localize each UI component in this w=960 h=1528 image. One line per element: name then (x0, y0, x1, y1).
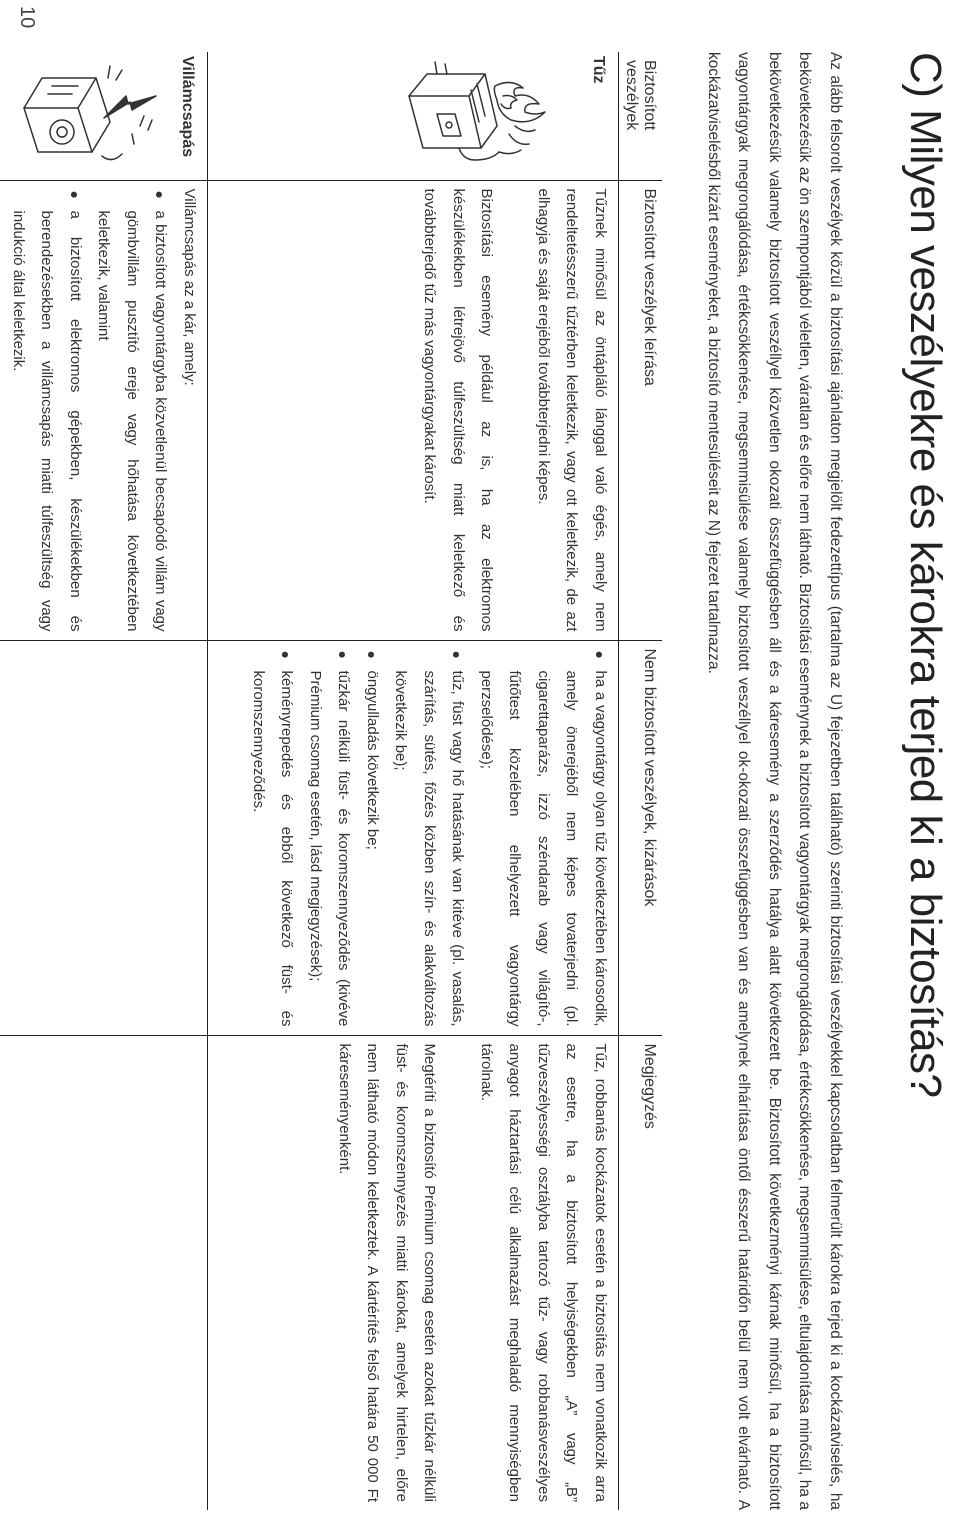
exclusion-text: öngyulladás következik be; (364, 670, 381, 850)
description-cell-lightning (0, 180, 208, 640)
page-title: C) Milyen veszélyekre és károkra terjed ki a biztosítás? (901, 52, 950, 1098)
description-cell-fire (208, 180, 619, 640)
header-description: Biztosított veszélyek leírása (619, 180, 663, 640)
exclusion-text: ha a vagyontárgy olyan tűz következtében károsodik, amely önerejéből nem képes tovaterjedni (pl. cigarettaparázs, izzó széndarab vagy világító-, fűtőtest közelében elhelyezett vagyontárgy perzselődése); (478, 670, 609, 1027)
exclusions-cell-fire (208, 640, 619, 1035)
lightning-house-icon (23, 56, 163, 172)
exclusion-text: tűz, füst vagy hő hatásának van kitéve (pl. vasalás, szárítás, sütés, főzés közben szín- és alakváltozás következik be); (392, 670, 467, 1027)
exclusions-list-fire (244, 649, 615, 1027)
list-item (89, 189, 175, 632)
exclusions-cell-lightning (0, 640, 208, 1035)
intro-paragraph: Az alább felsorolt veszélyek közül a biztosítási ajánlaton megjelölt fedezettípus (tartalma az U) fejezetben található) szerinti biztosítási veszélyekkel kapcsolatban felmerült károkra terjed ki a kockázatviselés, ha bekövetkezésük az ön szempontjából véletlen, váratlan és előre nem látható. Biztosítási eseménynek a biztosított vagyontárgyak megrongálódása, értékcsökkenése, megsemmisülése, eltulajdonítása minősül, ha a bekövetkezésük valamely biztosított veszéllyel közvetlen okozati összefüggésben áll és a káresemény a szerződés hatálya alatt következett be. Biztosított következményi kárnak minősül, ha a biztosított vagyontárgyak megrongálódása, értékcsökkenése, megsemmisülése valamely biztosított veszéllyel ok-okozati összefüggésben van és amelynek elhárítása öntől ésszerű határidőn belül nem volt elvárható. A kockázatviselésből kizárt eseményeket, a biztosító mentesüléseit az N) fejezet tartalmazza. (704, 52, 844, 1510)
bullet-icon: ● (449, 650, 466, 659)
bullet-icon: ● (364, 650, 380, 659)
description-bullet-text: a biztosított vagyontárgyba közvetlenül becsapódó villám vagy gömbvillám pusztító ereje vagy hőhatása következtében keletkezik, valamint (95, 210, 170, 632)
description-bullet-text: a biztosított elektromos gépekben, készülékekben és berendezésekben a villámcsapás miatti túlfeszültség vagy indukció által keletkezik. (10, 210, 84, 632)
bullet-icon: ● (592, 650, 608, 659)
list-item (386, 649, 472, 1027)
description-lead: Villámcsapás az a kár, amely: (181, 188, 198, 386)
peril-name-lightning: Villámcsapás (179, 56, 196, 158)
bullet-icon: ● (152, 190, 169, 199)
description-paragraph: Tűznek minősül az öntápláló lánggal való égés, amely nem rendeltetésszerű tűztérben keletkezik, vagy ott keletkezik, de azt elhagyja és saját erejéből továbbterjedni képes. (535, 188, 609, 632)
notes-cell-lightning (0, 1035, 208, 1510)
peril-name-fire: Tűz (590, 56, 607, 84)
page-number: 10 (16, 6, 38, 29)
header-notes: Megjegyzés (619, 1035, 663, 1510)
perils-table (0, 52, 662, 1510)
table-row-lightning (0, 52, 208, 1510)
table-row-fire (208, 52, 619, 1510)
list-item (301, 649, 358, 1027)
table-header-row (619, 52, 663, 1510)
header-exclusions: Nem biztosított veszélyek, kizárások (619, 640, 663, 1035)
exclusion-text: kéményrepedés és ebből következő füst- és koromszennyeződés. (250, 670, 296, 1027)
description-paragraph: Biztosítási esemény például az is, ha az elektromos készülékekben létrejövő túlfeszültség miatt keletkező és továbbterjedő tűz más vagyontárgyakat károsít. (421, 188, 496, 632)
header-insured-perils: Biztosított veszélyek (619, 52, 663, 180)
bullet-icon: ● (335, 650, 352, 659)
peril-cell-fire (208, 52, 619, 180)
note-paragraph: Tűz, robbanás kockázatok esetén a biztosítás nem vonatkozik arra az esetre, ha a biztosított helyiségekben „A” vagy „B” tűzveszélyességi osztályba tartozó tűz- vagy robbanásveszélyes anyagot háztartási célú alkalmazást meghaladó mennyiségben tárolnak. (478, 1043, 609, 1502)
bullet-icon: ● (278, 650, 295, 659)
bullet-icon: ● (67, 190, 83, 199)
exclusion-text: tűzkár nélküli füst- és koromszennyeződés (kivéve Prémium csomag esetén, lásd megjegyzések); (307, 670, 353, 1027)
note-paragraph: Megtéríti a biztosító Prémium csomag esetén azokat tűzkár nélküli füst- és koromszennyezés miatti károkat, amelyek hirtelen, előre nem látható módon keletkeztek. A kártérítés felső határa 50 000 Ft káreseményenként. (336, 1043, 439, 1502)
list-item (358, 649, 387, 1027)
list-item (472, 649, 615, 1027)
toaster-fire-icon (406, 56, 556, 172)
notes-cell-fire (208, 1035, 619, 1510)
description-list-lightning (4, 189, 175, 632)
list-item (4, 189, 90, 632)
peril-cell-lightning (0, 52, 208, 180)
list-item (244, 649, 301, 1027)
